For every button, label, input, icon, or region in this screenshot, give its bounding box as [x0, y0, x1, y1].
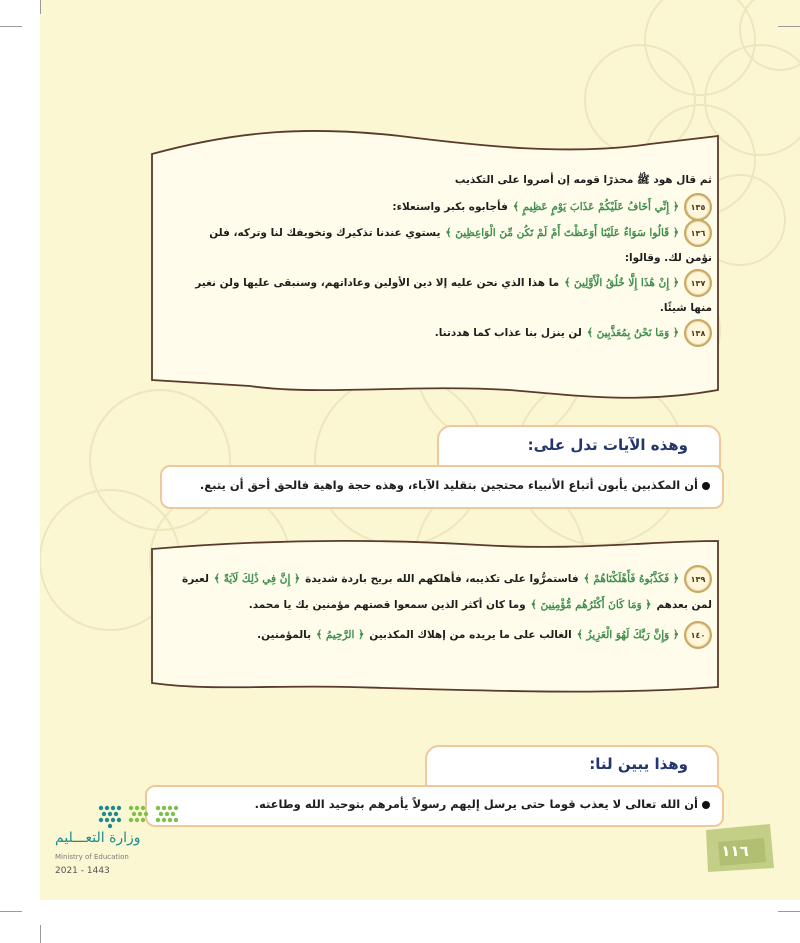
bullet-icon — [702, 482, 710, 490]
text-line: منها شيئًا. — [659, 302, 712, 314]
text-line: يستوي عندنا تذكيرك وتخويفك لنا وتركه، فلن — [209, 227, 441, 239]
text-line: فاستمرُّوا على تكذيبه، فأهلكهم الله بريح باردة شديدة — [305, 573, 579, 585]
verses-text-2 — [172, 566, 712, 648]
text-line: نؤمن لك. وقالوا: — [624, 252, 712, 264]
text-line: لن ينزل بنا عذاب كما هددتنا. — [434, 327, 582, 339]
text-line: لمن بعدهم — [656, 599, 712, 611]
text-line: ثم قال هود ﷺ محذرًا قومه إن أصروا على التكذيب — [454, 173, 712, 186]
quran-verse: ﴿ وَإِنَّ رَبَّكَ لَهُوَ الْعَزِيزُ ﴾ — [576, 629, 679, 641]
page-number: ١١٦ — [721, 842, 749, 860]
ministry-logo-english: Ministry of Education — [55, 853, 129, 861]
text-line: الغالب على ما يريده من إهلاك المكذبين — [369, 629, 572, 641]
quran-verse: ﴿ إِنَّ فِي ذَٰلِكَ لَآيَةً ﴾ — [213, 573, 301, 585]
crop-mark — [40, 0, 41, 14]
text-line: وما كان أكثر الذين سمعوا قصتهم مؤمنين بك يا محمد. — [248, 599, 526, 611]
verse-number-badge: ١٣٨ — [684, 319, 712, 347]
text-line: فأجابوه بكبر واستعلاء: — [392, 201, 508, 213]
section-heading: وهذه الآيات تدل على: — [527, 436, 688, 454]
verse-number-badge: ١٤٠ — [684, 621, 712, 649]
quran-verse: ﴿ إِنْ هَٰذَا إِلَّا خُلُقُ الْأَوَّلِينَ ﴾ — [564, 277, 679, 289]
verse-number-badge: ١٣٧ — [684, 269, 712, 297]
verse-number-badge: ١٣٥ — [684, 193, 712, 221]
crop-mark — [40, 925, 41, 943]
quran-verse: ﴿ الرَّحِيمُ ﴾ — [316, 629, 365, 641]
text-line: لعبرة — [182, 573, 209, 585]
ministry-logo-arabic: وزارة التعـــليم — [55, 830, 141, 846]
key-point-text — [255, 797, 710, 811]
quran-verse: ﴿ قَالُوا سَوَاءٌ عَلَيْنَا أَوَعَظْتَ أَمْ لَمْ تَكُن مِّنَ الْوَاعِظِينَ ﴾ — [445, 227, 679, 239]
key-point-label: أن المكذبين يأبون أتباع الأنبياء محتجين بتقليد الآباء، وهذه حجة واهية فالحق أحق أن يتبع. — [199, 478, 698, 492]
bullet-icon — [702, 801, 710, 809]
section-heading: وهذا يبين لنا: — [589, 755, 688, 773]
quran-verse: ﴿ إِنِّي أَخَافُ عَلَيْكُمْ عَذَابَ يَوْمٍ عَظِيمٍ ﴾ — [512, 201, 679, 213]
key-point-text — [200, 478, 710, 492]
verses-text-1 — [195, 168, 712, 346]
key-point-label: أن الله تعالى لا يعذب قوما حتى يرسل إليهم رسولاً يأمرهم بتوحيد الله وطاعته. — [254, 797, 698, 811]
crop-mark — [778, 26, 800, 27]
text-line: ما هذا الذي نحن عليه إلا دين الأولين وعاداتهم، وسنبقى عليها ولن نغير — [195, 277, 560, 289]
verse-number-badge: ١٣٩ — [684, 565, 712, 593]
crop-mark — [0, 911, 22, 912]
crop-mark — [0, 26, 22, 27]
quran-verse: ﴿ وَمَا نَحْنُ بِمُعَذَّبِينَ ﴾ — [586, 327, 679, 339]
text-line: بالمؤمنين. — [257, 629, 312, 641]
crop-mark — [778, 911, 800, 912]
quran-verse: ﴿ وَمَا كَانَ أَكْثَرُهُم مُّؤْمِنِينَ ﴾ — [530, 599, 652, 611]
quran-verse: ﴿ فَكَذَّبُوهُ فَأَهْلَكْنَاهُمْ ﴾ — [583, 573, 679, 585]
verse-number-badge: ١٣٦ — [684, 219, 712, 247]
ministry-logo-icon — [96, 800, 186, 830]
edition-year: 2021 - 1443 — [55, 866, 110, 876]
